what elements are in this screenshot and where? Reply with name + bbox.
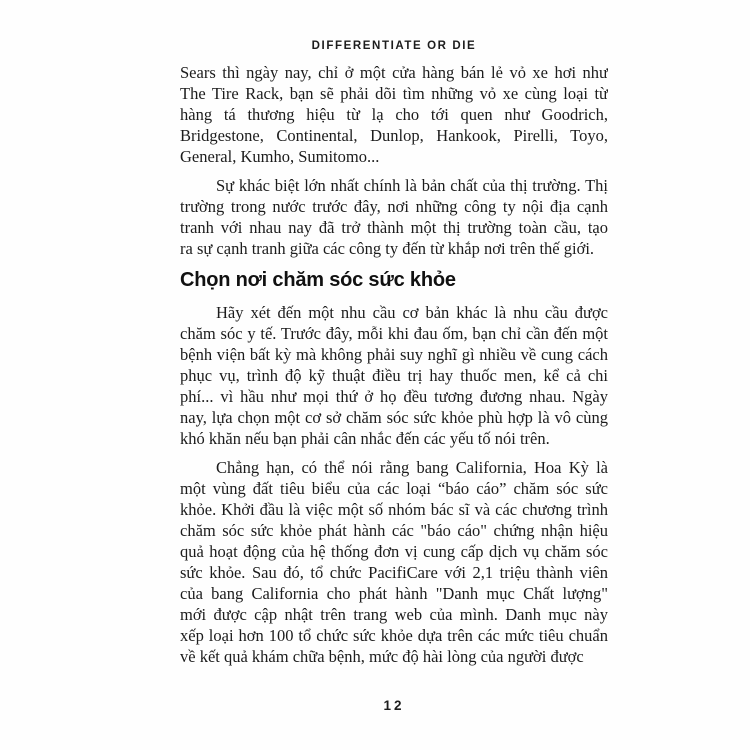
paragraph-line: mới được cập nhật trên trang web của mình. Danh mục này	[180, 605, 608, 624]
paragraph-line: ra sự cạnh tranh giữa các công ty đến từ khắp nơi trên thế giới.	[180, 239, 595, 258]
paragraph-line: bệnh viện bất kỳ mà không phải suy nghĩ gì nhiều về cung cách	[180, 345, 608, 364]
paragraph-line: nay, lựa chọn một cơ sở chăm sóc sức khỏe phù hợp là vô cùng	[180, 408, 608, 427]
paragraph-line: Bridgestone, Continental, Dunlop, Hankook, Pirelli, Toyo,	[180, 126, 608, 145]
paragraph-line: chăm sóc y tế. Trước đây, mỗi khi đau ốm, bạn chỉ cần đến một	[180, 324, 608, 343]
paragraph-line: của bang California cho phát hành "Danh mục Chất lượng"	[180, 584, 608, 603]
paragraph-line: phục vụ, trình độ kỹ thuật điều trị hay thuốc men, kể cả chi	[180, 366, 608, 385]
paragraph-line: tranh với nhau nay đã trở thành một thị trường toàn cầu, tạo	[180, 218, 608, 237]
paragraph-line: về kết quả khám chữa bệnh, mức độ hài lòng của người được	[180, 647, 584, 666]
paragraph-line: The Tire Rack, bạn sẽ phải dõi tìm những vỏ xe cùng loại từ	[180, 84, 608, 103]
content-column	[180, 62, 608, 675]
paragraph-line: General, Kumho, Sumitomo...	[180, 147, 380, 166]
paragraph	[180, 175, 608, 259]
paragraph-line: một vùng đất tiêu biểu của các loại “báo cáo” chăm sóc sức	[180, 479, 608, 498]
paragraph	[180, 302, 608, 449]
paragraph-line: Sự khác biệt lớn nhất chính là bản chất của thị trường. Thị	[216, 176, 608, 195]
paragraph-line: Sears thì ngày nay, chỉ ở một cửa hàng bán lẻ vỏ xe hơi như	[180, 63, 608, 82]
paragraph-line: khó khăn nếu bạn phải cân nhắc đến các yếu tố nói trên.	[180, 429, 550, 448]
paragraph-line: Hãy xét đến một nhu cầu cơ bản khác là nhu cầu được	[216, 303, 608, 322]
paragraph	[180, 62, 608, 167]
paragraph-line: hàng tá thương hiệu từ lạ cho tới quen như Goodrich,	[180, 105, 608, 124]
paragraph	[180, 457, 608, 667]
paragraph-line: chăm sóc sức khỏe phát hành các "báo cáo" chứng nhận hiệu	[180, 521, 608, 540]
paragraph-line: sức khỏe. Sau đó, tổ chức PacifiCare với 2,1 triệu thành viên	[180, 563, 608, 582]
paragraph-line: quả hoạt động của hệ thống đơn vị cung cấp dịch vụ chăm sóc	[180, 542, 608, 561]
paragraph-line: Chẳng hạn, có thể nói rằng bang California, Hoa Kỳ là	[216, 458, 608, 477]
section-heading: Chọn nơi chăm sóc sức khỏe	[180, 269, 456, 291]
paragraph-line: khỏe. Khởi đầu là việc một số nhóm bác sĩ và các chương trình	[180, 500, 608, 519]
page-number: 12	[383, 698, 405, 713]
paragraph-line: trường trong nước trước đây, nơi những công ty nội địa cạnh	[180, 197, 608, 216]
paragraph-line: phí... vì hầu như mọi thứ ở họ đều tương đương nhau. Ngày	[180, 387, 608, 406]
paragraph-line: xếp loại hơn 100 tổ chức sức khỏe dựa trên các mức tiêu chuẩn	[180, 626, 608, 645]
running-header: DIFFERENTIATE OR DIE	[311, 40, 477, 52]
